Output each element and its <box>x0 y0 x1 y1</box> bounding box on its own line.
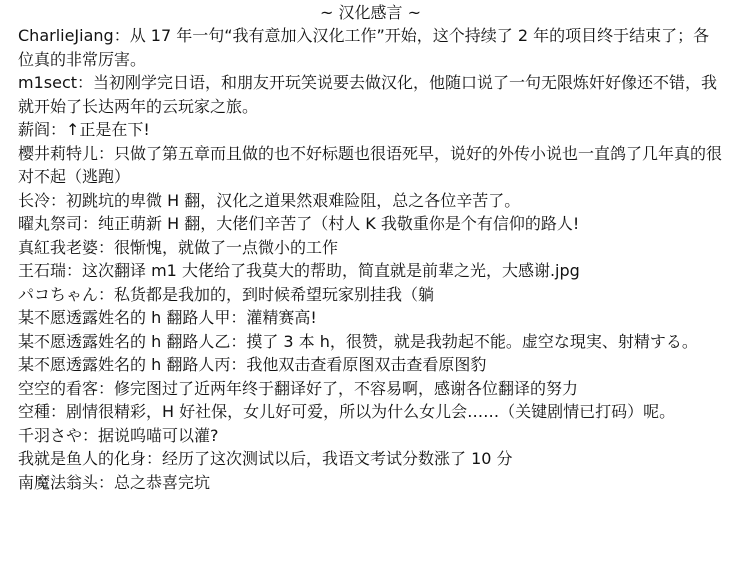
comment-line: 我就是鱼人的化身：经历了这次测试以后，我语文考试分数涨了 10 分 <box>18 449 513 468</box>
comment-list <box>18 24 723 494</box>
comment-line: 王石瑞：这次翻译 m1 大佬给了我莫大的帮助，简直就是前辈之光，大感谢.jpg <box>18 261 580 280</box>
page-title: ~ 汉化感言 ~ <box>320 3 421 22</box>
comment-line: 曜丸祭司：纯正萌新 H 翻，大佬们辛苦了（村人 K 我敬重你是个有信仰的路人! <box>18 214 580 233</box>
comment-line: 薪阎：↑正是在下! <box>18 120 150 139</box>
comment-line: 某不愿透露姓名的 h 翻路人甲：灌精赛高! <box>18 308 317 327</box>
comment-line: 千羽さや：据说呜喵可以灌? <box>18 425 219 445</box>
comment-line: 南魔法翁头：总之恭喜完坑 <box>18 472 211 492</box>
comment-line: CharlieJiang：从 17 年一句“我有意加入汉化工作”开始，这个持续了 2 年的项目终于结束了；各位真的非常厉害。 <box>18 26 710 69</box>
comment-line: m1sect：当初刚学完日语，和朋友开玩笑说要去做汉化，他随口说了一句无限炼奸好像还不错，我就开始了长达两年的云玩家之旅。 <box>18 73 718 116</box>
comment-line: 樱井莉特儿：只做了第五章而且做的也不好标题也很语死早，说好的外传小说也一直鸽了几年真的很对不起（逃跑） <box>18 143 723 186</box>
comment-line: 某不愿透露姓名的 h 翻路人丙：我他双击查看原图双击查看原图豹 <box>18 355 487 374</box>
comment-line: 真紅我老婆：很惭愧，就做了一点微小的工作 <box>18 237 339 257</box>
comment-line: 长冷：初跳坑的卑微 H 翻，汉化之道果然艰难险阻，总之各位辛苦了。 <box>18 190 521 210</box>
comment-line: 空種：剧情很精彩，H 好社保，女儿好可爱，所以为什么女儿会……（关键剧情已打码）呢。 <box>18 402 676 421</box>
comment-line: 空空的看客：修完图过了近两年终于翻译好了，不容易啊，感谢各位翻译的努力 <box>18 378 579 398</box>
comment-line: 某不愿透露姓名的 h 翻路人乙：摸了 3 本 h，很赞，就是我勃起不能。虚空な現実、射精する。 <box>18 331 698 351</box>
comment-line: パコちゃん：私货都是我加的，到时候希望玩家别挂我（躺 <box>18 284 435 304</box>
